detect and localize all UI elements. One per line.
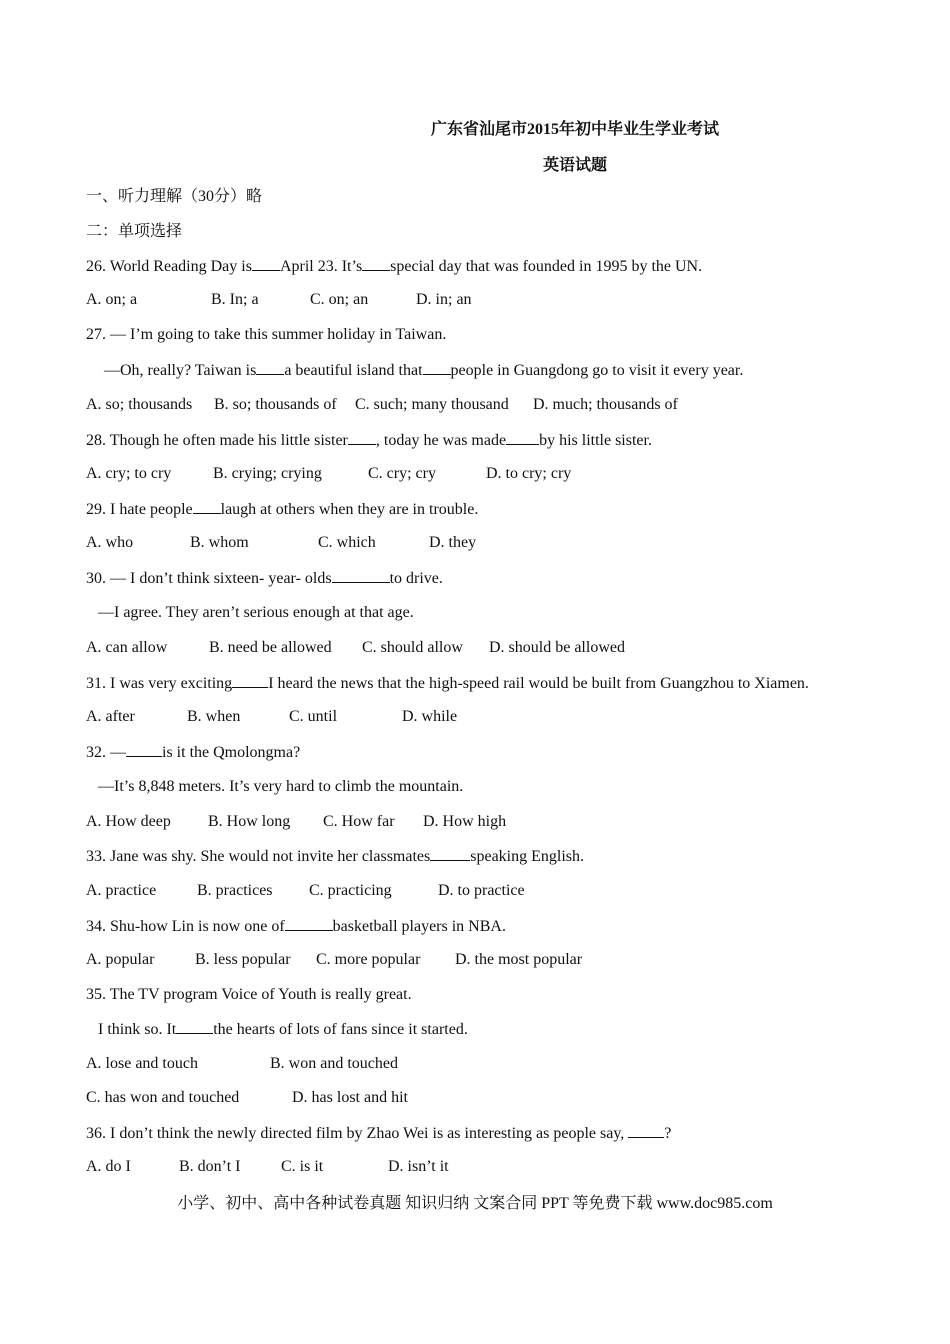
options-28 xyxy=(86,464,910,484)
question-26: 26. World Reading Day is April 23. It’s special day that was founded in 1995 by the UN. xyxy=(86,258,703,275)
question-35: 35. The TV program Voice of Youth is really great. xyxy=(86,986,412,1003)
options-35-row1 xyxy=(86,1054,910,1074)
option-c: C. practicing xyxy=(309,882,392,899)
option-d: D. the most popular xyxy=(455,951,583,968)
option-a: A. on; a xyxy=(86,291,138,308)
options-31 xyxy=(86,707,910,727)
option-b: B. whom xyxy=(190,534,249,551)
option-c: C. more popular xyxy=(316,951,421,968)
option-c: C. should allow xyxy=(362,639,463,656)
question-27: 27. — I’m going to take this summer holiday in Taiwan. xyxy=(86,326,447,343)
option-d: D. to practice xyxy=(438,882,525,899)
question-30: 30. — I don’t think sixteen- year- olds to drive. xyxy=(86,570,443,587)
option-b: B. don’t I xyxy=(179,1158,241,1175)
question-32: 32. — is it the Qmolongma? xyxy=(86,744,301,761)
option-d: D. How high xyxy=(423,813,507,830)
option-a: A. so; thousands xyxy=(86,396,193,413)
answer-blank xyxy=(176,1019,213,1034)
question-33: 33. Jane was shy. She would not invite her classmates speaking English. xyxy=(86,848,584,865)
exam-subtitle: 英语试题 xyxy=(542,157,607,174)
section-single-choice: 二：单项选择 xyxy=(86,223,183,240)
option-a: A. How deep xyxy=(86,813,171,830)
question-36: 36. I don’t think the newly directed film by Zhao Wei is as interesting as people say, ? xyxy=(86,1125,672,1142)
option-b: B. less popular xyxy=(195,951,291,968)
option-b: B. need be allowed xyxy=(209,639,332,656)
answer-blank xyxy=(362,256,390,271)
option-c: C. which xyxy=(318,534,376,551)
option-b: B. In; a xyxy=(211,291,259,308)
option-d: D. in; an xyxy=(416,291,472,308)
answer-blank xyxy=(628,1123,664,1138)
question-32-reply: —It’s 8,848 meters. It’s very hard to climb the mountain. xyxy=(98,778,464,795)
question-28: 28. Though he often made his little sister , today he was made by his little sister. xyxy=(86,432,652,449)
options-27 xyxy=(86,395,910,415)
option-a: A. do I xyxy=(86,1158,131,1175)
option-b: B. won and touched xyxy=(270,1055,398,1072)
option-b: B. so; thousands of xyxy=(214,396,337,413)
answer-blank xyxy=(423,360,451,375)
option-c: C. on; an xyxy=(310,291,369,308)
options-36 xyxy=(86,1157,910,1177)
options-26 xyxy=(86,290,910,310)
answer-blank xyxy=(126,742,162,757)
option-d: D. to cry; cry xyxy=(486,465,572,482)
option-a: A. can allow xyxy=(86,639,168,656)
answer-blank xyxy=(285,916,333,931)
option-c: C. has won and touched xyxy=(86,1089,240,1106)
question-31: 31. I was very exciting I heard the news that the high-speed rail would be built from Guangzhou to Xiamen. xyxy=(86,675,809,692)
answer-blank xyxy=(252,256,280,271)
options-34 xyxy=(86,950,910,970)
option-a: A. cry; to cry xyxy=(86,465,172,482)
option-a: A. after xyxy=(86,708,135,725)
options-32 xyxy=(86,812,910,832)
question-27-reply: —Oh, really? Taiwan is a beautiful island that people in Guangdong go to visit it every year. xyxy=(104,362,744,379)
option-a: A. lose and touch xyxy=(86,1055,198,1072)
answer-blank xyxy=(332,568,390,583)
option-a: A. practice xyxy=(86,882,157,899)
option-c: C. until xyxy=(289,708,338,725)
options-33 xyxy=(86,881,910,901)
footer-watermark-text: 小学、初中、高中各种试卷真题 知识归纳 文案合同 PPT 等免费下载 www.doc985.com xyxy=(177,1195,773,1212)
answer-blank xyxy=(506,430,539,445)
option-d: D. isn’t it xyxy=(388,1158,449,1175)
option-b: B. practices xyxy=(197,882,273,899)
option-b: B. How long xyxy=(208,813,291,830)
option-d: D. much; thousands of xyxy=(533,396,678,413)
question-29: 29. I hate people laugh at others when they are in trouble. xyxy=(86,501,479,518)
question-30-reply: —I agree. They aren’t serious enough at that age. xyxy=(98,604,414,621)
question-35-reply: I think so. It the hearts of lots of fans since it started. xyxy=(98,1021,468,1038)
answer-blank xyxy=(430,846,470,861)
option-c: C. cry; cry xyxy=(368,465,436,482)
option-d: D. they xyxy=(429,534,477,551)
option-b: B. when xyxy=(187,708,241,725)
option-c: C. is it xyxy=(281,1158,324,1175)
answer-blank xyxy=(256,360,284,375)
option-d: D. should be allowed xyxy=(489,639,625,656)
options-30 xyxy=(86,638,910,658)
option-b: B. crying; crying xyxy=(213,465,322,482)
option-c: C. such; many thousand xyxy=(355,396,509,413)
option-d: D. has lost and hit xyxy=(292,1089,408,1106)
answer-blank xyxy=(348,430,376,445)
options-35-row2 xyxy=(86,1088,910,1108)
option-a: A. who xyxy=(86,534,134,551)
option-c: C. How far xyxy=(323,813,395,830)
exam-title: 广东省汕尾市2015年初中毕业生学业考试 xyxy=(430,121,719,138)
question-34: 34. Shu-how Lin is now one of basketball players in NBA. xyxy=(86,918,506,935)
option-d: D. while xyxy=(402,708,458,725)
answer-blank xyxy=(193,499,221,514)
options-29 xyxy=(86,533,910,553)
option-a: A. popular xyxy=(86,951,155,968)
answer-blank xyxy=(232,673,268,688)
section-listening: 一、听力理解（30分）略 xyxy=(86,188,263,205)
